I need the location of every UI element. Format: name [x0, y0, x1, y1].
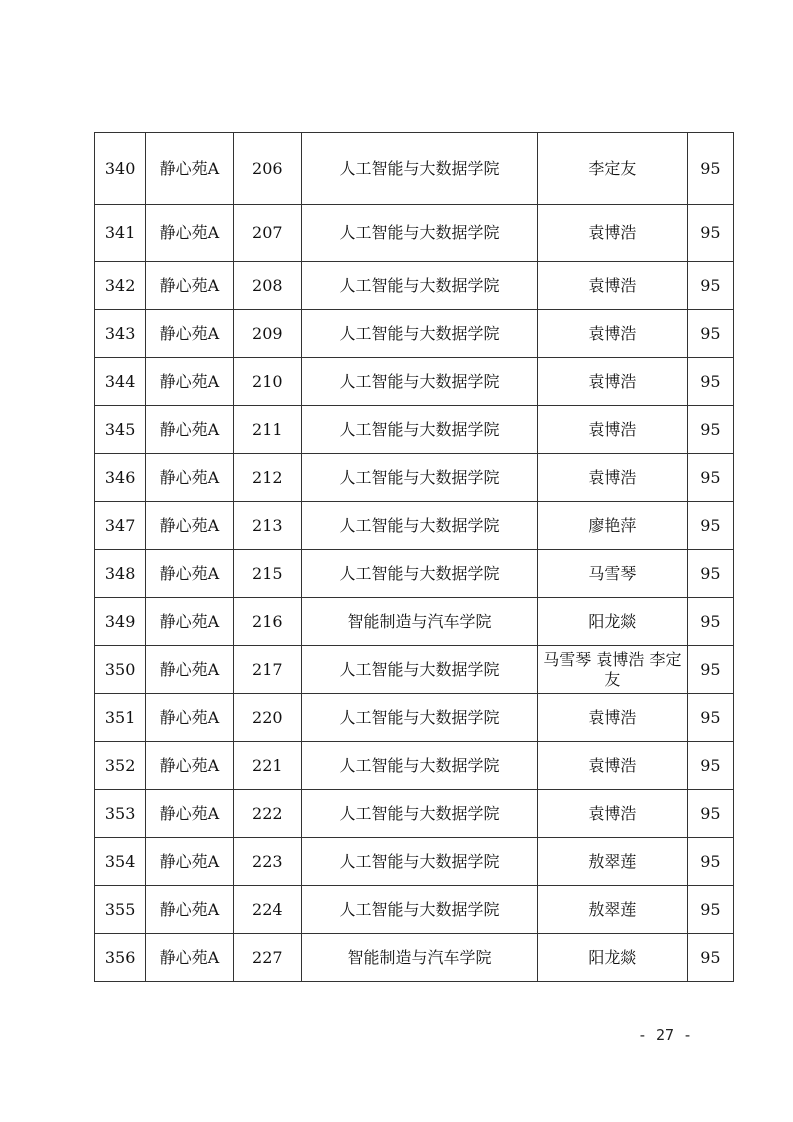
college-cell: 人工智能与大数据学院	[301, 550, 537, 598]
college-cell: 人工智能与大数据学院	[301, 502, 537, 550]
room-cell: 213	[233, 502, 301, 550]
building-cell: 静心苑A	[146, 646, 233, 694]
building-cell: 静心苑A	[146, 790, 233, 838]
room-cell: 224	[233, 886, 301, 934]
table-row	[95, 790, 734, 838]
inspector-cell: 李定友	[538, 133, 688, 205]
inspector-cell: 敖翠莲	[538, 886, 688, 934]
row-number-cell: 340	[95, 133, 146, 205]
room-cell: 209	[233, 310, 301, 358]
room-cell: 207	[233, 205, 301, 262]
row-number-cell: 347	[95, 502, 146, 550]
room-cell: 206	[233, 133, 301, 205]
building-cell: 静心苑A	[146, 934, 233, 982]
building-cell: 静心苑A	[146, 205, 233, 262]
inspector-cell: 马雪琴 袁博浩 李定友	[538, 646, 688, 694]
inspector-cell: 廖艳萍	[538, 502, 688, 550]
room-cell: 221	[233, 742, 301, 790]
college-cell: 人工智能与大数据学院	[301, 790, 537, 838]
room-cell: 223	[233, 838, 301, 886]
college-cell: 人工智能与大数据学院	[301, 694, 537, 742]
score-cell: 95	[687, 205, 733, 262]
inspector-cell: 袁博浩	[538, 358, 688, 406]
inspector-cell: 袁博浩	[538, 454, 688, 502]
building-cell: 静心苑A	[146, 886, 233, 934]
table-row	[95, 646, 734, 694]
table-row	[95, 886, 734, 934]
inspector-cell: 袁博浩	[538, 205, 688, 262]
building-cell: 静心苑A	[146, 694, 233, 742]
college-cell: 人工智能与大数据学院	[301, 742, 537, 790]
row-number-cell: 354	[95, 838, 146, 886]
row-number-cell: 348	[95, 550, 146, 598]
row-number-cell: 346	[95, 454, 146, 502]
table-row	[95, 742, 734, 790]
inspector-cell: 袁博浩	[538, 406, 688, 454]
inspector-cell: 敖翠莲	[538, 838, 688, 886]
page-number: - 27 -	[637, 1026, 693, 1044]
building-cell: 静心苑A	[146, 133, 233, 205]
row-number-cell: 355	[95, 886, 146, 934]
row-number-cell: 351	[95, 694, 146, 742]
building-cell: 静心苑A	[146, 406, 233, 454]
room-cell: 211	[233, 406, 301, 454]
row-number-cell: 344	[95, 358, 146, 406]
score-cell: 95	[687, 886, 733, 934]
room-cell: 212	[233, 454, 301, 502]
room-cell: 210	[233, 358, 301, 406]
table-row	[95, 502, 734, 550]
room-cell: 215	[233, 550, 301, 598]
room-cell: 217	[233, 646, 301, 694]
score-cell: 95	[687, 454, 733, 502]
room-cell: 222	[233, 790, 301, 838]
room-cell: 216	[233, 598, 301, 646]
room-cell: 227	[233, 934, 301, 982]
score-cell: 95	[687, 406, 733, 454]
inspector-cell: 袁博浩	[538, 742, 688, 790]
inspector-cell: 阳龙燚	[538, 934, 688, 982]
score-cell: 95	[687, 598, 733, 646]
inspection-table	[94, 132, 734, 982]
score-cell: 95	[687, 262, 733, 310]
college-cell: 人工智能与大数据学院	[301, 886, 537, 934]
table-row	[95, 262, 734, 310]
table-body	[95, 133, 734, 982]
row-number-cell: 342	[95, 262, 146, 310]
building-cell: 静心苑A	[146, 550, 233, 598]
college-cell: 人工智能与大数据学院	[301, 406, 537, 454]
building-cell: 静心苑A	[146, 454, 233, 502]
table-row	[95, 598, 734, 646]
score-cell: 95	[687, 502, 733, 550]
table-row	[95, 205, 734, 262]
building-cell: 静心苑A	[146, 742, 233, 790]
row-number-cell: 350	[95, 646, 146, 694]
row-number-cell: 345	[95, 406, 146, 454]
table-row	[95, 454, 734, 502]
college-cell: 智能制造与汽车学院	[301, 598, 537, 646]
table-row	[95, 694, 734, 742]
table-row	[95, 934, 734, 982]
inspector-cell: 袁博浩	[538, 262, 688, 310]
table-row	[95, 838, 734, 886]
table-row	[95, 133, 734, 205]
college-cell: 人工智能与大数据学院	[301, 205, 537, 262]
row-number-cell: 352	[95, 742, 146, 790]
table-row	[95, 550, 734, 598]
building-cell: 静心苑A	[146, 502, 233, 550]
college-cell: 人工智能与大数据学院	[301, 358, 537, 406]
score-cell: 95	[687, 550, 733, 598]
room-cell: 220	[233, 694, 301, 742]
score-cell: 95	[687, 742, 733, 790]
inspector-cell: 袁博浩	[538, 790, 688, 838]
row-number-cell: 343	[95, 310, 146, 358]
college-cell: 人工智能与大数据学院	[301, 646, 537, 694]
inspector-cell: 袁博浩	[538, 694, 688, 742]
college-cell: 人工智能与大数据学院	[301, 262, 537, 310]
score-cell: 95	[687, 310, 733, 358]
score-cell: 95	[687, 790, 733, 838]
building-cell: 静心苑A	[146, 838, 233, 886]
score-cell: 95	[687, 694, 733, 742]
inspector-cell: 阳龙燚	[538, 598, 688, 646]
room-cell: 208	[233, 262, 301, 310]
inspector-cell: 袁博浩	[538, 310, 688, 358]
score-cell: 95	[687, 133, 733, 205]
table-row	[95, 358, 734, 406]
row-number-cell: 356	[95, 934, 146, 982]
inspector-cell: 马雪琴	[538, 550, 688, 598]
table-row	[95, 310, 734, 358]
score-cell: 95	[687, 838, 733, 886]
college-cell: 人工智能与大数据学院	[301, 133, 537, 205]
building-cell: 静心苑A	[146, 262, 233, 310]
table-row	[95, 406, 734, 454]
score-cell: 95	[687, 358, 733, 406]
row-number-cell: 349	[95, 598, 146, 646]
college-cell: 人工智能与大数据学院	[301, 454, 537, 502]
row-number-cell: 353	[95, 790, 146, 838]
score-cell: 95	[687, 646, 733, 694]
college-cell: 人工智能与大数据学院	[301, 310, 537, 358]
building-cell: 静心苑A	[146, 358, 233, 406]
college-cell: 智能制造与汽车学院	[301, 934, 537, 982]
row-number-cell: 341	[95, 205, 146, 262]
building-cell: 静心苑A	[146, 598, 233, 646]
college-cell: 人工智能与大数据学院	[301, 838, 537, 886]
building-cell: 静心苑A	[146, 310, 233, 358]
score-cell: 95	[687, 934, 733, 982]
